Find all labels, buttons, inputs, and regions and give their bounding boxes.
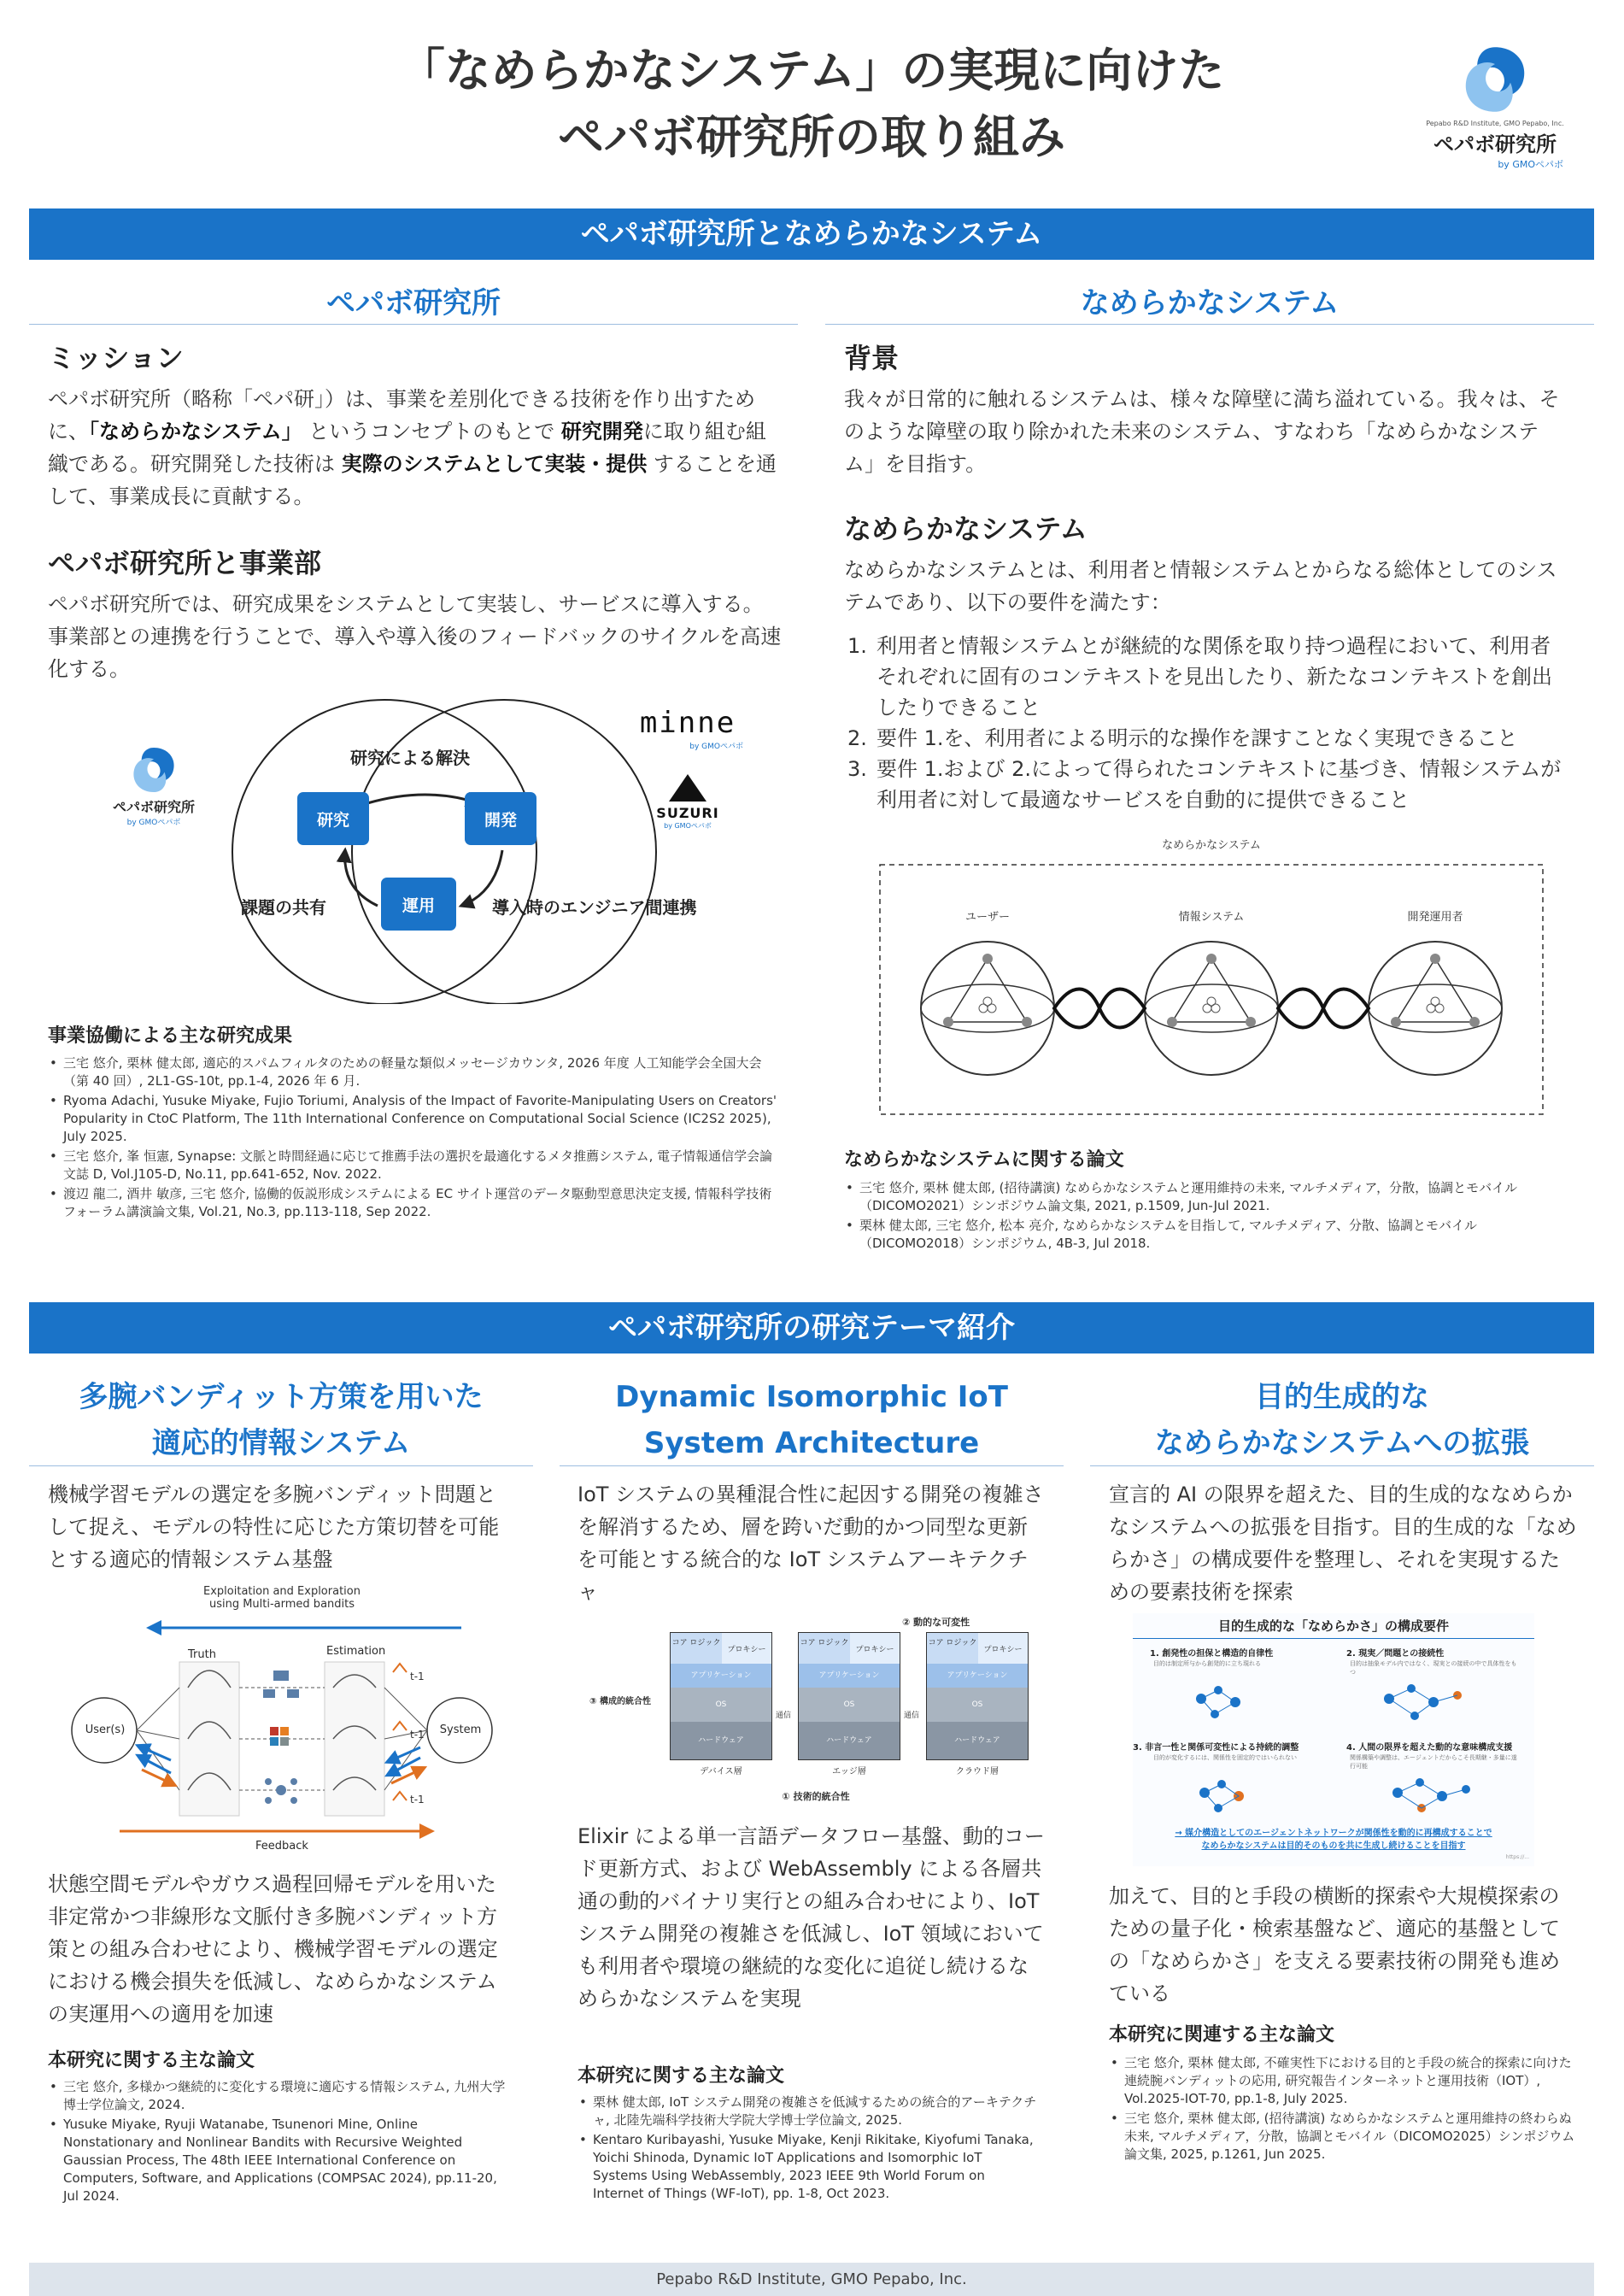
suzuri-logo-by: by GMOペパボ	[664, 822, 712, 830]
requirement-item	[847, 631, 1567, 723]
col2-title	[560, 1374, 1064, 1466]
purpose-q2-sub: 目的は抽象モデル内ではなく、現実との接続の中で具体性をもつ	[1350, 1660, 1517, 1676]
col3-title-line-1: 目的生成的な	[1255, 1380, 1429, 1414]
edge-app: アプリケーション	[799, 1664, 900, 1688]
col2-title-line-1: Dynamic Isomorphic IoT	[615, 1380, 1008, 1414]
purpose-credit: https://...	[1505, 1854, 1529, 1860]
result-item: • Ryoma Adachi, Yusuke Miyake, Fujio Toriumi, Analysis of the Impact of Favorite-Manipulating Users on Creators' Popularity in CtoC Platform, The 11th International Conference on Computational Social Science (IC2S2 2025), July 2025.	[48, 1092, 783, 1146]
edge-hw: ハードウェア	[799, 1722, 900, 1759]
paper-item: • 三宅 悠介, 多様かつ継続的に変化する環境に適応する情報システム, 九州大学博士学位論文, 2024.	[48, 2078, 509, 2114]
title-line-1: 「なめらかなシステム」の実現に向けた	[398, 44, 1225, 97]
logo-caption: Pepabo R&D Institute, GMO Pepabo, Inc.	[1426, 120, 1564, 127]
background-text: 我々が日常的に触れるシステムは、様々な障壁に満ち溢れている。我々は、そのような障壁の取り除かれた未来のシステム、すなわち「なめらかなシステム」を目指す。	[844, 387, 1560, 476]
logo-by: by GMOペパボ	[1498, 159, 1563, 170]
col3-title-line-2: なめらかなシステムへの拡張	[1154, 1426, 1530, 1460]
requirement-number: 1.	[847, 634, 867, 658]
grid-icon	[270, 1727, 289, 1746]
section1-left-heading: ペパボ研究所	[29, 285, 798, 325]
bandit-svg	[68, 1602, 495, 1859]
col1-papers-title: 本研究に関する主な論文	[48, 2050, 255, 2071]
col3-papers-list	[1109, 2054, 1579, 2165]
sphere-info	[1145, 942, 1278, 1075]
comm-label-1: 通信	[776, 1712, 792, 1720]
col1-title-line-2: 適応的情報システム	[151, 1426, 411, 1460]
iot-dynamic-label: ② 動的な可変性	[902, 1617, 970, 1628]
t1-mark-2	[393, 1722, 407, 1730]
purpose-conclusion-1: → 媒介構造としてのエージェントネットワークが関係性を動的に再構成することで	[1175, 1829, 1492, 1838]
logo-text: ペパボ研究所	[1433, 132, 1557, 156]
venn-lab-logo	[103, 743, 205, 827]
mission-run: することを通して、事業成長に貢献する。	[48, 452, 777, 508]
minne-logo-by: by GMOペパボ	[689, 743, 743, 751]
col1-body: 状態空間モデルやガウス過程回帰モデルを用いた非定常かつ非線形な文脈付き多腕バンディット方策との組み合わせにより、機械学習モデルの選定における機会損失を低減し、なめらかなシステムの実運用への適用を加速	[48, 1872, 498, 2026]
bandit-system-label: System	[439, 1723, 482, 1736]
device-os: OS	[671, 1688, 771, 1722]
section2-banner: ペパボ研究所の研究テーマ紹介	[29, 1302, 1594, 1354]
bandit-fig-top-1: Exploitation and Exploration	[203, 1585, 361, 1598]
section1-right-heading: なめらかなシステム	[825, 285, 1594, 325]
diagram-info-label: 情報システム	[1178, 911, 1245, 924]
cloud-layer-label: クラウド層	[956, 1767, 999, 1776]
background-title: 背景	[844, 342, 900, 374]
mission-emphasis: 「なめらかなシステム」	[89, 420, 302, 443]
col1-title	[29, 1374, 533, 1466]
device-layer-label: デバイス層	[700, 1767, 742, 1776]
lab-logo-text: ペパボ研究所	[112, 799, 195, 815]
cloud-app: アプリケーション	[927, 1664, 1028, 1688]
requirement-item	[847, 723, 1567, 754]
purpose-q3-sub: 目的が変化するには、関係性を固定的ではいられない	[1153, 1754, 1297, 1761]
mission-title: ミッション	[48, 342, 184, 374]
mission-run: というコンセプトのもとで	[302, 420, 561, 443]
device-app: アプリケーション	[671, 1664, 771, 1688]
edge-layer-label: エッジ層	[832, 1767, 866, 1776]
minne-logo	[632, 706, 743, 751]
result-item: • 三宅 悠介, 峯 恒憲, Synapse: 文脈と時間経過に応じて推薦手法の選択を最適化するメタ推薦システム, 電子情報通信学会論文誌 D, Vol.J105-D, No.11, pp.641-652, Nov. 2022.	[48, 1148, 783, 1183]
col2-intro: IoT システムの異種混合性に起因する開発の複雑さを解消するため、層を跨いだ動的かつ同型な更新を可能とする統合的な IoT システムアーキテクチャ	[577, 1483, 1044, 1604]
bandit-truth-label: Truth	[188, 1648, 216, 1661]
mission-text	[48, 383, 783, 513]
device-hw: ハードウェア	[671, 1722, 771, 1759]
cloud-proxy: プロキシー	[978, 1633, 1028, 1664]
purpose-q1-sub: 目的は制定所与から創発的に立ち現れる	[1153, 1660, 1261, 1667]
sphere-user	[921, 942, 1054, 1075]
cloud-core: コア ロジック	[927, 1633, 978, 1664]
col3-body: 加えて、目的と手段の横断的探索や大規模探索のための量子化・検索基盤など、適応的基盤としての「なめらかさ」を支える要素技術の開発も進めている	[1109, 1884, 1560, 2005]
diagram-frame	[880, 865, 1543, 1114]
purpose-conclusion-2: なめらかなシステムは目的そのものを共に生成し続けることを目指す	[1201, 1841, 1466, 1851]
logo-swirl-icon	[1457, 41, 1533, 118]
iot-edge-stack	[798, 1632, 900, 1760]
suzuri-logo	[649, 771, 726, 831]
diagram-svg	[878, 854, 1545, 1119]
device-core: コア ロジック	[671, 1633, 722, 1664]
col2-papers-title: 本研究に関する主な論文	[577, 2065, 785, 2087]
purpose-q4-sub: 関係構築や調整は、エージェントだからこそ長期継・多量に遂行可能	[1350, 1754, 1517, 1770]
mission-run: ペパボ研究所（略称「ペパ研」）は、事業を差別化できる技術を作り出すために、	[48, 387, 755, 443]
mission-emphasis: 実際のシステムとして実装・提供	[341, 452, 648, 476]
edge-core: コア ロジック	[799, 1633, 850, 1664]
network-cluster-4-icon	[1392, 1778, 1470, 1812]
smooth-system-diagram	[878, 829, 1545, 1119]
results-list	[48, 1054, 783, 1223]
node-research: 研究	[297, 792, 369, 845]
bandit-users-label: User(s)	[85, 1723, 126, 1736]
edge-os: OS	[799, 1688, 900, 1722]
purpose-q4: 4. 人間の限界を超えた動的な意味構成支援	[1346, 1743, 1513, 1753]
requirement-text: 利用者と情報システムとが継続的な関係を取り持つ過程において、利用者それぞれに固有のコンテキストを見出したり、新たなコンテキストを創出したりできること	[876, 634, 1553, 719]
col3-title	[1090, 1374, 1594, 1466]
purpose-conclusion	[1133, 1825, 1534, 1851]
results-title: 事業協働による主な研究成果	[48, 1025, 293, 1047]
purpose-figure	[1133, 1613, 1534, 1866]
requirement-number: 2.	[847, 726, 867, 750]
arrow-ops-research	[345, 850, 378, 906]
col1-title-line-1: 多腕バンディット方策を用いた	[79, 1380, 484, 1414]
venn-top-label: 研究による解決	[350, 748, 470, 768]
requirement-text: 要件 1.を、利用者による明示的な操作を課すことなく実現できること	[876, 726, 1518, 750]
cloud-os: OS	[927, 1688, 1028, 1722]
hierarchy-icon	[263, 1671, 299, 1698]
bandit-t1-label-2: t-1	[410, 1729, 425, 1741]
infinity-right	[1278, 989, 1369, 1028]
requirement-item	[847, 754, 1567, 815]
biz-title: ペパボ研究所と事業部	[48, 547, 322, 579]
poster-title	[256, 38, 1367, 171]
node-ops: 運用	[381, 878, 456, 931]
bandit-t1-label-3: t-1	[410, 1794, 425, 1806]
title-line-2: ペパボ研究所の取り組み	[558, 110, 1065, 164]
col1-intro: 機械学習モデルの選定を多腕バンディット問題として捉え、モデルの特性に応じた方策切替を可能とする適応的情報システム基盤	[48, 1483, 500, 1571]
header-logo	[1418, 41, 1572, 178]
bandit-t1-label-1: t-1	[410, 1671, 425, 1682]
iot-structural-label: ③ 構成的統合性	[589, 1697, 651, 1706]
col3-papers-title: 本研究に関連する主な論文	[1109, 2024, 1335, 2046]
bandit-estimation-label: Estimation	[326, 1645, 386, 1658]
diagram-title: なめらかなシステム	[1162, 839, 1261, 852]
smooth-system-title: なめらかなシステム	[844, 513, 1088, 545]
suzuri-logo-text: SUZURI	[656, 805, 719, 821]
requirement-text: 要件 1.および 2.によって得られたコンテキストに基づき、情報システムが利用者に対して最適なサービスを自動的に提供できること	[876, 757, 1562, 812]
col2-body: Elixir による単一言語データフロー基盤、動的コード更新方式、および WebAssembly による各層共通の動的バイナリ実行との組み合わせにより、IoT システム開発の複雑さを低減し、IoT 領域においても利用者や環境の継続的な変化に追従し続けるなめらかなシステムを実現	[577, 1824, 1045, 2011]
requirements-list	[847, 631, 1567, 815]
purpose-fig-title: 目的生成的な「なめらかさ」の構成要件	[1133, 1617, 1534, 1639]
purpose-q1: 1. 創発性の担保と構造的自律性	[1150, 1649, 1274, 1659]
comm-label-2: 通信	[904, 1712, 920, 1720]
lab-logo-by: by GMOペパボ	[126, 819, 181, 827]
col1-papers-list	[48, 2078, 509, 2207]
paper-item: • 三宅 悠介, 栗林 健太郎, (招待講演) なめらかなシステムと運用維持の終わらぬ未来, マルチメディア，分散，協調とモバイル（DICOMO2025）シンポジウム論文集, 2025, p.1261, Jun 2025.	[1109, 2110, 1579, 2164]
t1-mark-1	[393, 1664, 407, 1672]
paper-item: • Yusuke Miyake, Ryuji Watanabe, Tsunenori Mine, Online Nonstationary and Nonlinear Bandits with Recursive Weighted Gaussian Process, The 48th IEEE International Conference on Computers, Software, and Applications (COMPSAC 2024), pp.11-20, Jul 2024.	[48, 2116, 509, 2205]
network-cluster-1-icon	[1196, 1686, 1240, 1718]
purpose-q2: 2. 現実／問題との接続性	[1346, 1649, 1445, 1659]
paper-item: • 三宅 悠介, 栗林 健太郎, (招待講演) なめらかなシステムと運用維持の未来, マルチメディア，分散，協調とモバイル（DICOMO2021）シンポジウム論文集, 2021, p.1509, Jun-Jul 2021.	[844, 1179, 1570, 1215]
result-item: • 三宅 悠介, 栗林 健太郎, 適応的スパムフィルタのための軽量な類似メッセージカウンタ, 2026 年度 人工知能学会全国大会（第 40 回）, 2L1-GS-10t, pp.1-4, 2026 年 6 月.	[48, 1054, 783, 1090]
footer: Pepabo R&D Institute, GMO Pepabo, Inc.	[29, 2263, 1594, 2296]
edge-proxy: プロキシー	[850, 1633, 900, 1664]
section1-banner: ペパボ研究所となめらかなシステム	[29, 208, 1594, 260]
iot-technical-label: ① 技術的統合性	[782, 1791, 850, 1802]
iot-cloud-stack	[926, 1632, 1029, 1760]
iot-figure	[589, 1615, 1042, 1803]
minne-logo-text: minne	[639, 706, 736, 740]
mission-run: に取り組む組織である。研究開発した技術は	[48, 420, 766, 476]
mission-emphasis: 研究開発	[560, 420, 643, 443]
network-cluster-3-icon	[1199, 1780, 1244, 1812]
suzuri-mark-icon	[665, 771, 710, 805]
paper-item: • Kentaro Kuribayashi, Yusuke Miyake, Kenji Rikitake, Kiyofumi Tanaka, Yoichi Shinoda, Dynamic IoT Applications and Isomorphic IoT Systems Using WebAssembly, 2023 IEEE 9th World Forum on Internet of Things (WF-IoT), pp. 1-8, Oct 2023.	[577, 2131, 1039, 2203]
lab-swirl-icon	[127, 743, 180, 796]
bandit-fig-top-2: using Multi-armed bandits	[208, 1598, 355, 1611]
network-cluster-2-icon	[1384, 1684, 1462, 1720]
bandit-feedback-label: Feedback	[255, 1840, 308, 1853]
network-icon	[265, 1778, 297, 1804]
sphere-devops	[1369, 942, 1502, 1075]
device-proxy: プロキシー	[722, 1633, 771, 1664]
requirement-number: 3.	[847, 757, 867, 781]
smooth-system-text: なめらかなシステムとは、利用者と情報システムとからなる総体としてのシステムであり、以下の要件を満たす：	[844, 558, 1557, 614]
infinity-left	[1054, 989, 1145, 1028]
paper-item: • 栗林 健太郎, IoT システム開発の複雑さを低減するための統合的アーキテクチャ, 北陸先端科学技術大学院大学博士学位論文, 2025.	[577, 2093, 1039, 2129]
biz-text: ペパボ研究所では、研究成果をシステムとして実装し、サービスに導入する。事業部との連携を行うことで、導入や導入後のフィードバックのサイクルを高速化する。	[48, 592, 782, 681]
cloud-hw: ハードウェア	[927, 1722, 1028, 1759]
venn-right-label: 導入時のエンジニア間連携	[492, 897, 697, 918]
paper-item: • 三宅 悠介, 栗林 健太郎, 不確実性下における目的と手段の統合的探索に向けた連続腕バンディットの応用, 研究報告インターネットと運用技術（IOT）, Vol.2025-IOT-70, pp.1-8, July 2025.	[1109, 2054, 1579, 2108]
result-item: • 渡辺 龍二, 酒井 敏彦, 三宅 悠介, 協働的仮説形成システムによる EC サイト運営のデータ駆動型意思決定支援, 情報科学技術フォーラム講演論文集, Vol.21, No.3, pp.113-118, Sep 2022.	[48, 1185, 783, 1221]
col2-title-line-2: System Architecture	[643, 1426, 980, 1460]
diagram-user-label: ユーザー	[964, 911, 1010, 924]
node-dev: 開発	[465, 792, 536, 845]
smooth-papers-list	[844, 1179, 1570, 1254]
venn-left-label: 課題の共有	[241, 897, 326, 918]
bandit-figure	[68, 1585, 495, 1859]
iot-device-stack	[670, 1632, 772, 1760]
col3-intro: 宣言的 AI の限界を超えた、目的生成的ななめらかなシステムへの拡張を目指す。目的生成的な「なめらかさ」の構成要件を整理し、それを実現するための要素技術を探索	[1109, 1483, 1577, 1604]
purpose-q3: 3. 非言一性と関係可変性による持続的調整	[1133, 1743, 1299, 1753]
smooth-papers-title: なめらかなシステムに関する論文	[844, 1149, 1124, 1171]
col2-papers-list	[577, 2093, 1039, 2205]
t1-mark-3	[393, 1792, 407, 1800]
arrow-research-dev	[367, 795, 478, 803]
diagram-devops-label: 開発運用者	[1407, 911, 1463, 924]
paper-item: • 栗林 健太郎, 三宅 悠介, 松本 亮介, なめらかなシステムを目指して, マルチメディア、分散、協調とモバイル（DICOMO2018）シンポジウム, 4B-3, Jul 2018.	[844, 1217, 1570, 1253]
